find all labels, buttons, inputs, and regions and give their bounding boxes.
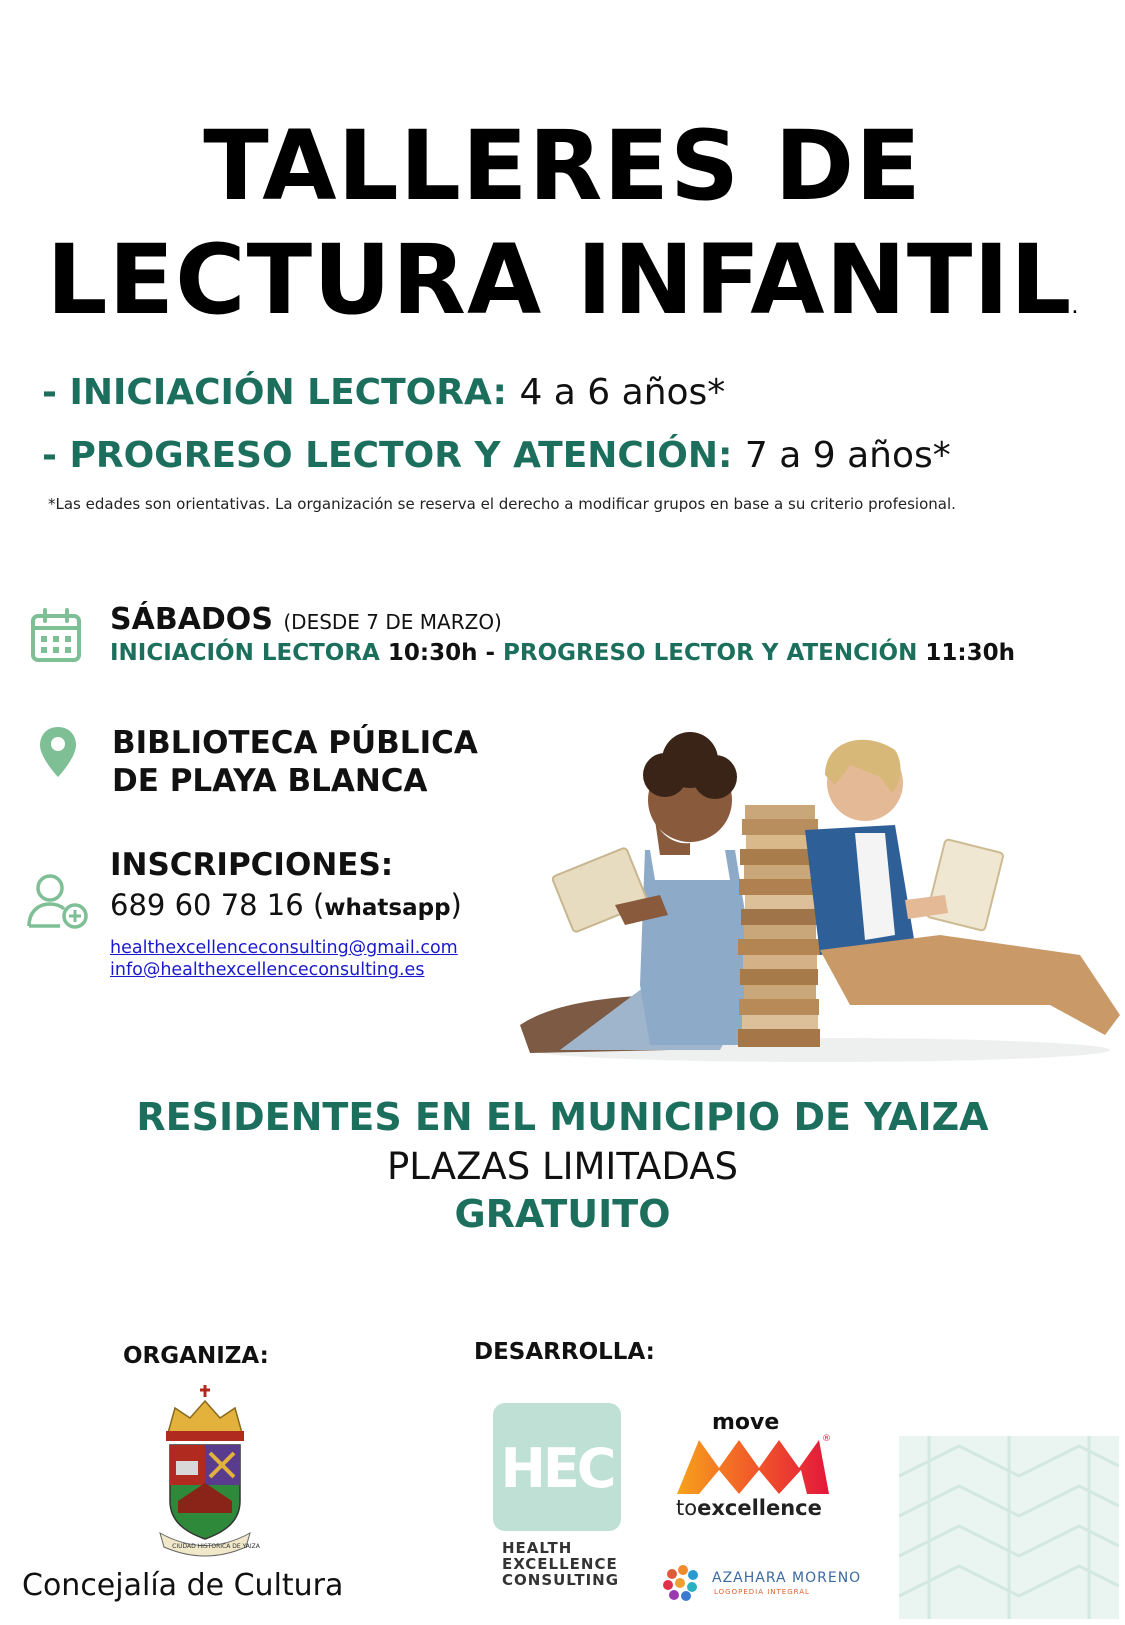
move-to-text: to <box>676 1496 698 1520</box>
organiza-label: ORGANIZA: <box>123 1343 269 1369</box>
seal-text: CIUDAD HISTORICA DE YAIZA <box>172 1543 260 1550</box>
whatsapp-label: whatsapp <box>324 895 451 921</box>
schedule-time1: 10:30h <box>387 640 478 666</box>
group-progress <box>42 435 951 476</box>
decorative-pattern <box>899 1436 1119 1619</box>
yaiza-coat-of-arms-logo <box>150 1383 260 1558</box>
group-progress-age: 7 a 9 años* <box>744 435 951 476</box>
title-line-1: TALLERES DE <box>203 110 922 222</box>
registration-title: INSCRIPCIONES: <box>110 847 394 883</box>
desarrolla-label: DESARROLLA: <box>474 1339 655 1365</box>
registration-phone <box>110 888 462 922</box>
limited-places-text: PLAZAS LIMITADAS <box>386 1145 739 1188</box>
brain-icon <box>658 1560 704 1606</box>
hec-name-line-2: EXCELLENCE <box>502 1555 618 1573</box>
location <box>112 724 478 800</box>
paren-close: ) <box>450 888 462 922</box>
move-excellence-text: excellence <box>697 1496 822 1520</box>
move-logo-top: move <box>712 1410 780 1435</box>
email-domain-link[interactable]: info@healthexcellenceconsulting.es <box>110 960 425 980</box>
move-logo-bottom <box>676 1496 822 1520</box>
schedule-group1: INICIACIÓN LECTORA <box>110 640 380 666</box>
location-line-1: BIBLIOTECA PÚBLICA <box>112 725 478 761</box>
residents-text: RESIDENTES EN EL MUNICIPIO DE YAIZA <box>136 1095 989 1139</box>
email-gmail-link[interactable]: healthexcellenceconsulting@gmail.com <box>110 938 458 958</box>
hec-name-line-3: CONSULTING <box>502 1571 620 1589</box>
title-line-2-text: LECTURA INFANTIL <box>46 224 1073 336</box>
hec-name-line-1: HEALTH <box>502 1539 573 1557</box>
title-dot: . <box>1072 301 1079 317</box>
registered-mark-icon: ® <box>822 1434 831 1444</box>
schedule-day-text: SÁBADOS <box>110 602 273 637</box>
phone-number: 689 60 78 16 <box>110 888 304 922</box>
location-line-2: DE PLAYA BLANCA <box>112 763 428 799</box>
schedule-group2: PROGRESO LECTOR Y ATENCIÓN <box>503 640 918 666</box>
azahara-name: AZAHARA MORENO <box>712 1570 862 1586</box>
free-text: GRATUITO <box>454 1192 671 1236</box>
schedule-times <box>110 640 1015 666</box>
add-user-icon <box>26 872 90 930</box>
hec-logo-text: HEC <box>500 1437 614 1500</box>
group-initiation-age: 4 a 6 años* <box>519 372 726 413</box>
group-progress-label: - PROGRESO LECTOR Y ATENCIÓN: <box>42 435 733 476</box>
schedule-separator: - <box>485 640 496 666</box>
group-initiation-label: - INICIACIÓN LECTORA: <box>42 372 507 413</box>
hec-name <box>502 1540 619 1588</box>
move-logo-mark <box>673 1436 833 1496</box>
schedule-since: (DESDE 7 DE MARZO) <box>283 610 502 634</box>
kids-reading-photo <box>520 705 1125 1075</box>
group-initiation <box>42 372 725 413</box>
age-note: *Las edades son orientativas. La organización se reserva el derecho a modificar grupos en base a su criterio profesional. <box>48 495 956 513</box>
calendar-icon <box>30 608 82 663</box>
title-line-2 <box>0 224 1125 336</box>
hec-logo <box>493 1403 621 1531</box>
location-pin-icon <box>38 725 78 779</box>
paren-open: ( <box>312 888 325 922</box>
schedule-day <box>110 602 502 637</box>
schedule-time2: 11:30h <box>925 640 1015 666</box>
council-name: Concejalía de Cultura <box>22 1568 344 1603</box>
azahara-subtitle: LOGOPEDIA INTEGRAL <box>714 1588 810 1596</box>
